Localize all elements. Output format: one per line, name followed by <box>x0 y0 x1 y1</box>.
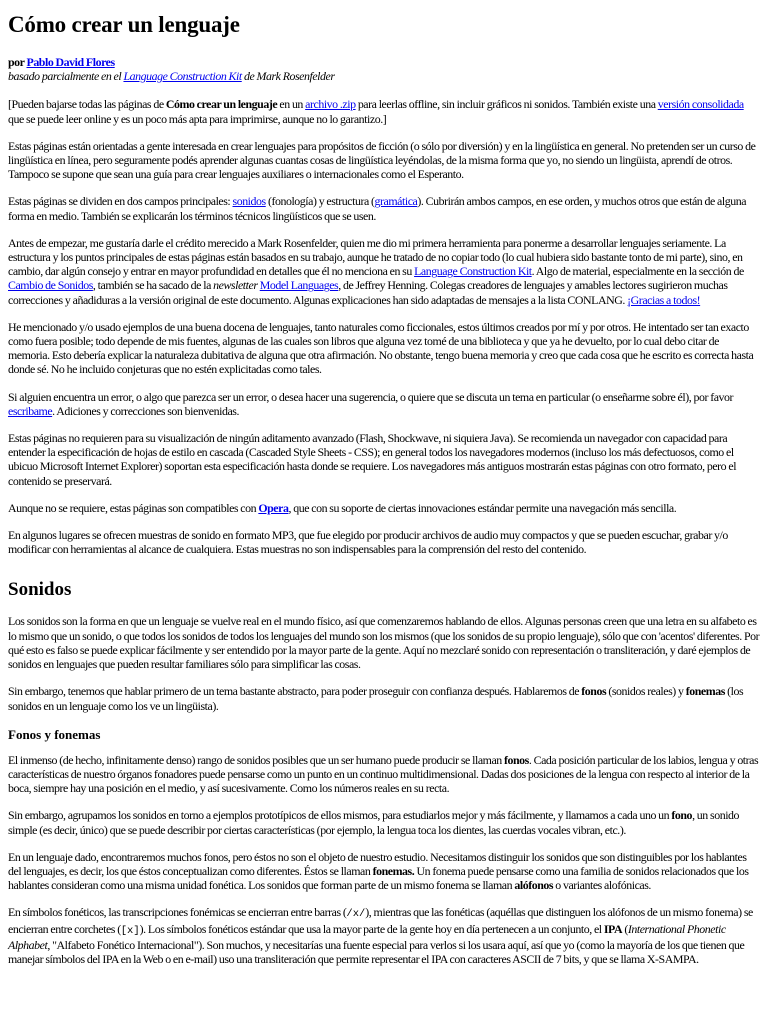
author-link[interactable]: Pablo David Flores <box>26 55 115 69</box>
fonos-range-paragraph <box>8 753 760 796</box>
text-span: . Cada posición particular de los labios, lengua y otras características de nuestro órganos fonadores puede pensarse como un punto en un continuo multidimensional. Dadas dos posiciones de la lengua con respecto al interior de la boca, siempre hay una posición en el medio, y así sucesivamente. Como los números reales en su recta. <box>8 752 759 796</box>
text-span: o variantes alofónicas. <box>553 878 651 893</box>
basado-text-2: de Mark Rosenfelder <box>241 69 335 84</box>
intro-download-paragraph <box>8 97 760 125</box>
sonidos-intro-paragraph: Los sonidos son la forma en que un lenguaje se vuelve real en el mundo físico, así que comenzaremos hablando de ellos. Algunas personas creen que una letra en su alfabeto es lo mismo que un sonido, o que todos los sonidos de todos los lenguajes del mundo son los mismos (que los sonidos de su propio lenguaje), sólo que con 'acentos' diferentes. Por qué esto es falso se puede explicar fácilmente y ser entendido por la mayor parte de la gente. Aquí no mezclaré sonido con representación o transliteración, y daré ejemplos de sonidos en lenguajes que pueden resultar familiares sólo para simplificar las cosas. <box>8 614 760 672</box>
text-span: (sonidos reales) y <box>606 684 686 699</box>
gramatica-link[interactable]: gramática <box>374 194 418 209</box>
text-span: (los sonidos en un lenguaje como los ve un lingüista). <box>8 684 744 713</box>
byline <box>8 55 760 69</box>
text-span: , que con su soporte de ciertas innovaciones estándar permite una navegación más sencilla. <box>288 500 677 515</box>
text-span: ), mientras que las fonéticas (aquéllas que distinguen los alófonos de un mismo fonema) se encierran entre corchetes ( <box>8 905 753 936</box>
text-span: en un <box>277 97 306 112</box>
text-span: , "Alfabeto Fonético Internacional"). Son muchos, y necesitarías una fuente especial para verlos si los usara aquí, así que yo (como la mayoría de los que tienen que manejar símbolos del IPA en la Web o en e-mail) uso una transliteración que permite representar el IPA con caracteres ASCII de 7 bits, y que se llama X-SAMPA. <box>8 937 745 966</box>
intro-audience-paragraph: Estas páginas están orientadas a gente interesada en crear lenguajes para propósitos de ficción (o sólo por diversión) y en la lingüística en general. No pretenden ser un curso de lingüística en línea, pero seguramente podés aprender algunas cuantas cosas de lingüística leyéndolas, de la misma forma que yo, no siendo un lingüista, aprendí de otros. Tampoco se supone que sean una guía para crear lenguajes auxiliares o internacionales como el Esperanto. <box>8 138 756 182</box>
contact-link[interactable]: escribame <box>8 403 53 418</box>
sonidos-heading: Sonidos <box>8 579 72 601</box>
phonemic-example: /x/ <box>346 908 366 921</box>
intro-errors-paragraph <box>8 390 760 418</box>
fonemas-paragraph <box>8 850 760 893</box>
thanks-link[interactable]: ¡Gracias a todos! <box>627 292 701 307</box>
bold-term: fonemas <box>685 684 725 699</box>
bold-term: fonemas. <box>372 863 415 878</box>
zip-link[interactable]: archivo .zip <box>305 97 356 112</box>
lck-link[interactable]: Language Construction Kit <box>123 69 242 84</box>
text-span: Estas páginas se dividen en dos campos principales: <box>8 194 233 209</box>
basado-line <box>8 69 760 83</box>
text-span: Un fonema puede pensarse como una familia de sonidos relacionados que los hablantes consideran como una misma unidad fonética. Los sonidos que forman parte de un mismo fonema se llaman <box>8 863 749 893</box>
intro-opera-paragraph <box>8 501 760 515</box>
ipa-paragraph <box>8 905 760 966</box>
bold-term: fonos <box>504 752 529 767</box>
text-span: El inmenso (de hecho, infinitamente denso) rango de sonidos posibles que un ser humano puede producir se llaman <box>8 752 504 767</box>
text-span: ). Cubrirán ambos campos, en ese orden, y muchos otros que están de alguna forma en medio. También se explicarán los términos técnicos lingüísticos que se usen. <box>8 194 747 223</box>
text-span: ). Los símbolos fonéticos estándar que usa la mayor parte de la gente hoy en día pertenecen a un conjunto, el <box>139 921 604 936</box>
italic-term: International Phonetic Alphabet <box>8 921 726 952</box>
text-span: Sin embargo, tenemos que hablar primero de un tema bastante abstracto, para poder proseguir con confianza después. Hablaremos de <box>8 684 582 699</box>
text-span: [Pueden bajarse todas las páginas de <box>8 97 166 112</box>
sound-change-link[interactable]: Cambio de Sonidos <box>8 278 93 293</box>
consolidated-version-link[interactable]: versión consolidada <box>657 97 744 112</box>
text-span: Aunque no se requiere, estas páginas son compatibles con <box>8 500 259 515</box>
intro-fields-paragraph <box>8 194 760 222</box>
basado-text-1: basado parcialmente en el <box>8 69 124 84</box>
bold-term: IPA <box>603 921 623 936</box>
text-span: Antes de empezar, me gustaría darle el crédito merecido a Mark Rosenfelder, quien me dio mi primera herramienta para ponerme a desarrollar lenguajes seriamente. La estructura y los puntos principales de estas páginas están basados en su trabajo, aunque he tratado de no copiar todo (lo cual hubiera sido bastante tonto de mi parte), sino, en cambio, dar algún consejo y entrar en mayor profundidad en detalles que él no menciona en su <box>8 235 743 279</box>
sonidos-link[interactable]: sonidos <box>232 194 266 209</box>
model-languages-link[interactable]: Model Languages <box>259 278 339 293</box>
opera-link[interactable]: Opera <box>258 500 289 515</box>
text-span: , de Jeffrey Henning. Colegas creadores de lenguajes y amables lectores sugirieron muchas correcciones y añadiduras a la versión original de este documento. Algunas explicaciones han sido adaptadas de mensajes a la lista CONLANG. <box>8 278 728 307</box>
intro-credits-paragraph <box>8 236 760 307</box>
text-span: que se puede leer online y es un poco más apta para imprimirse, aunque no lo garantizo.] <box>8 111 387 126</box>
text-span: (fonología) y estructura ( <box>265 194 375 209</box>
fonos-heading: Fonos y fonemas <box>8 726 101 742</box>
fonos-grouping-paragraph <box>8 808 760 836</box>
newsletter-italic: newsletter <box>213 278 258 293</box>
text-span: En un lenguaje dado, encontraremos muchos fonos, pero éstos no son el objeto de nuestro estudio. Necesitamos distinguir los sonidos que son distinguibles por los hablantes del lenguajes, es decir, los que éstos conceptualizan como diferentes. Éstos se llaman <box>8 849 747 878</box>
text-span: En símbolos fonéticos, las transcripciones fonémicas se encierran entre barras ( <box>8 905 347 920</box>
bold-title: Cómo crear un lenguaje <box>165 97 278 112</box>
text-span: ( <box>622 921 628 936</box>
text-span: Si alguien encuentra un error, o algo que parezca ser un error, o desea hacer una sugerencia, o quiere que se discuta un tema en particular (o enseñarme sobre él), por favor <box>8 389 734 404</box>
byline-por: por <box>8 55 27 69</box>
phonetic-example: [x] <box>120 924 140 937</box>
text-span: , un sonido simple (es decir, único) que se puede describir por ciertas características (por ejemplo, la lengua toca los dientes, las cuerdas vocales vibran, etc.). <box>8 808 740 837</box>
lck-credit-link[interactable]: Language Construction Kit <box>414 264 532 279</box>
sonidos-abstract-paragraph <box>8 684 760 712</box>
text-span: para leerlas offline, sin incluir gráficos ni sonidos. También existe una <box>355 97 658 112</box>
text-span: . Adiciones y correcciones son bienvenidas. <box>52 403 240 418</box>
page-title: Cómo crear un lenguaje <box>8 12 240 37</box>
intro-examples-paragraph: He mencionado y/o usado ejemplos de una buena docena de lenguajes, tanto naturales como ficcionales, estos últimos creados por mí y por otros. He intentado ser tan exacto como fuera posible; todo depende de mis fuentes, algunas de las cuales son libros que alguna vez tomé de una biblioteca y que ya he devuelto, por lo cual debo citar de memoria. Esto debería explicar la naturaleza dubitativa de alguna que otra afirmación. No obstante, tengo buena memoria y creo que cada cosa que he escrito es correcta hasta donde sé. No he incluido conjeturas que no estén explicitadas como tales. <box>8 319 754 377</box>
bold-term: alófonos <box>514 878 554 893</box>
bold-term: fono <box>671 808 693 823</box>
text-span: Sin embargo, agrupamos los sonidos en torno a ejemplos prototípicos de ellos mismos, para estudiarlos mejor y más fácilmente, y llamamos a cada uno un <box>8 808 672 823</box>
bold-term: fonos <box>581 684 607 699</box>
text-span: . Algo de material, especialmente en la sección de <box>531 264 744 279</box>
text-span: , también se ha sacado de la <box>92 278 214 293</box>
intro-browser-paragraph: Estas páginas no requieren para su visualización de ningún aditamento avanzado (Flash, Shockwave, ni siquiera Java). Se recomienda un navegador con capacidad para entender la especificación de hojas de estilo en cascada (Cascaded Style Sheets - CSS); en general todos los navegadores modernos (incluso los más defectuosos, como el ubicuo Microsoft Internet Explorer) soportan esta especificación hasta donde se requiere. Los navegadores más antiguos mostrarán estas páginas con otro formato, pero el contenido se preservará. <box>8 431 737 488</box>
intro-mp3-paragraph: En algunos lugares se ofrecen muestras de sonido en formato MP3, que fue elegido por producir archivos de audio muy compactos y que se pueden escuchar, grabar y/o modificar con herramientas al alcance de cualquiera. Estas muestras no son indispensables para la comprensión del resto del contenido. <box>8 528 728 557</box>
